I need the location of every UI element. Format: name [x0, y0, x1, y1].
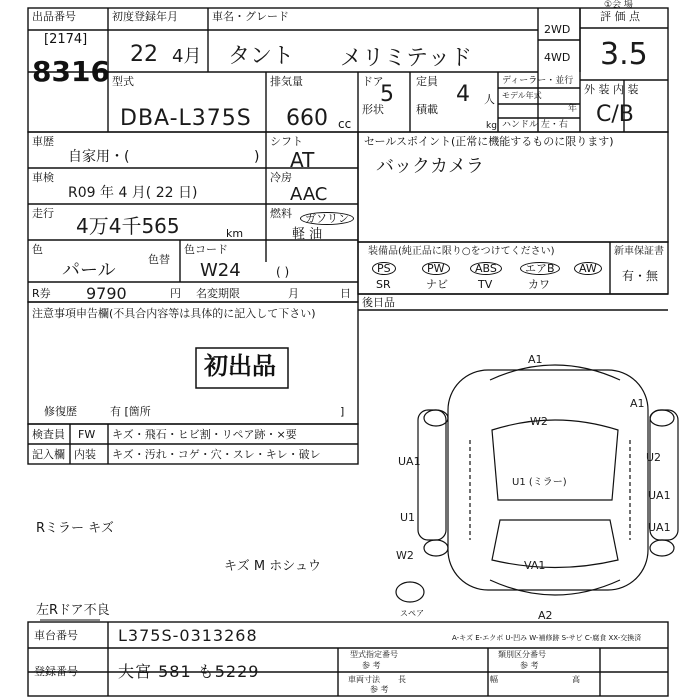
- seats-unit: 人: [484, 93, 495, 106]
- mileage: 4万4千565: [76, 214, 180, 238]
- ac: AAC: [290, 184, 328, 205]
- ref-label-2: 参 考: [520, 661, 539, 670]
- displacement-label: 排気量: [270, 75, 303, 88]
- mark-ua1-right-2: UA1: [648, 521, 671, 534]
- shift-label: シフト: [270, 135, 303, 148]
- inspector-row-2: キズ・汚れ・コゲ・穴・スレ・キレ・破レ: [112, 448, 321, 461]
- dealer-label: ディーラー・並行: [502, 76, 574, 86]
- load-label: 積載: [416, 103, 438, 116]
- history-label: 車歴: [32, 135, 54, 148]
- car-name-label: 車名・グレード: [212, 10, 289, 23]
- chassis-number: L375S-0313268: [118, 626, 258, 645]
- exterior-interior: C/B: [596, 102, 634, 127]
- mark-a1-top: A1: [528, 353, 543, 366]
- recycle: 9790: [86, 284, 127, 303]
- mileage-label: 走行: [32, 207, 54, 220]
- mark-ua1-right-1: UA1: [648, 489, 671, 502]
- length-label: 長: [398, 675, 406, 684]
- seats: 4: [456, 82, 470, 107]
- exterior-interior-label: 外 装 内 装: [584, 83, 639, 96]
- first-listing-stamp: 初出品: [204, 352, 276, 380]
- score: 3.5: [600, 37, 648, 72]
- repair-value: 有 [箇所: [110, 405, 151, 418]
- category-label: 類別区分番号: [498, 650, 546, 659]
- damage-legend: A-キズ E-エクボ U-凹み W-補修跡 S-サビ C-腐食 XX-交換済: [452, 634, 642, 642]
- sales-point-title: セールスポイント(正常に機能するものに限ります): [364, 135, 614, 148]
- mark-u1-center: U1 (ミラー): [512, 477, 567, 488]
- handle-label: ハンドル 左・右: [502, 120, 568, 130]
- cc-unit: cc: [338, 117, 352, 131]
- mark-w2-top: W2: [530, 415, 548, 428]
- name-change-label: 名変期限: [196, 287, 240, 300]
- note-scratch: キズ M ホシュウ: [224, 559, 321, 574]
- lot-label: 出品番号: [32, 10, 76, 23]
- first-reg-month: 4月: [172, 46, 202, 67]
- interior-label: 内装: [74, 448, 96, 461]
- history-close: ): [254, 149, 260, 165]
- fuel-diesel: 軽 油: [292, 227, 323, 242]
- model-year-label: モデル年式: [502, 91, 542, 100]
- shape-label: 形状: [362, 103, 384, 116]
- equip-aw: AW: [574, 262, 602, 275]
- warranty-value: 有・無: [622, 269, 659, 283]
- vehicle-size-label: 車両寸法: [348, 675, 380, 684]
- equip-airbag: エアB: [520, 262, 560, 275]
- color-code: W24: [200, 260, 241, 281]
- doors: 5: [380, 82, 394, 107]
- color: パール: [62, 260, 116, 281]
- history: 自家用・(: [68, 149, 130, 165]
- color-paren: ( ): [276, 265, 290, 279]
- lot-code: [2174]: [44, 32, 88, 47]
- rear-seat-label: 後日品: [362, 296, 395, 309]
- ac-label: 冷房: [270, 171, 292, 184]
- score-label: 評 価 点: [600, 10, 640, 23]
- equip-tv: TV: [478, 278, 493, 291]
- equip-sr: SR: [376, 278, 391, 291]
- inspector-label-2: 記入欄: [32, 448, 65, 461]
- fuel-gasoline: ガソリン: [300, 212, 354, 225]
- km-unit: km: [226, 227, 244, 240]
- yen-unit: 円: [170, 287, 181, 300]
- chassis-label: 車台番号: [34, 629, 78, 642]
- car-name: タント: [228, 44, 295, 69]
- mark-a2: A2: [538, 609, 553, 622]
- recycle-label: R券: [32, 287, 51, 300]
- note-mirror: Rミラー キズ: [36, 521, 114, 536]
- corner-mark: ①会 場: [604, 0, 633, 10]
- sales-point: バックカメラ: [376, 156, 484, 177]
- repair-close: ]: [340, 405, 345, 418]
- day-unit: 日: [340, 287, 351, 300]
- inspector-label-1: 検査員: [32, 428, 65, 441]
- color-change-label: 色替: [148, 253, 170, 266]
- inspector-row-1: キズ・飛石・ヒビ割・リペア跡・×要: [112, 428, 297, 441]
- mark-va1: VA1: [524, 559, 546, 572]
- model: DBA-L375S: [120, 106, 252, 131]
- warranty-label: 新車保証書: [614, 246, 664, 257]
- shift: AT: [290, 148, 315, 172]
- equipment-title: 装備品(純正品に限り○をつけてください): [368, 246, 555, 257]
- height-label: 高: [572, 675, 580, 684]
- mark-w2-left: W2: [396, 549, 414, 562]
- first-reg-year: 22: [130, 42, 158, 67]
- fuel-label: 燃料: [270, 207, 292, 220]
- mark-ua1-left: UA1: [398, 455, 421, 468]
- registration-number: 大宮 581 も5229: [118, 662, 260, 681]
- drive-4wd: 4WD: [544, 51, 571, 64]
- ref-label-3: 参 考: [370, 685, 389, 694]
- mark-a1-right: A1: [630, 397, 645, 410]
- model-designation-label: 型式指定番号: [350, 650, 398, 659]
- grade: メリミテッド: [340, 46, 473, 71]
- equip-leather: カワ: [528, 278, 550, 291]
- kg-unit: kg: [486, 121, 497, 131]
- width-label: 幅: [490, 675, 498, 684]
- caution-title: 注意事項申告欄(不具合内容等は具体的に記入して下さい): [32, 307, 316, 320]
- displacement: 660: [286, 106, 328, 131]
- note-door: 左Rドア不良: [36, 603, 110, 618]
- first-reg-label: 初度登録年月: [112, 10, 178, 23]
- mark-u2: U2: [646, 451, 662, 464]
- spare-label: スペア: [400, 609, 424, 618]
- equip-pw: PW: [422, 262, 450, 275]
- color-code-label: 色コード: [184, 243, 228, 256]
- equip-navi: ナビ: [426, 278, 448, 291]
- equip-abs: ABS: [470, 262, 502, 275]
- seats-label: 定員: [416, 75, 438, 88]
- model-label: 型式: [112, 75, 134, 88]
- color-label: 色: [32, 243, 43, 256]
- year-suffix: 年: [568, 104, 578, 114]
- inspection: R09 年 4 月( 22 日): [68, 185, 198, 201]
- month-unit: 月: [288, 287, 299, 300]
- lot-number: 8316: [32, 55, 110, 88]
- equip-ps: PS: [372, 262, 396, 275]
- inspection-label: 車検: [32, 171, 54, 184]
- registration-label: 登録番号: [34, 665, 78, 678]
- drive-2wd: 2WD: [544, 23, 571, 36]
- mark-u1-left: U1: [400, 511, 416, 524]
- repair-label: 修復歴: [44, 405, 77, 418]
- doors-label: ドア: [362, 75, 384, 88]
- fw-label: FW: [78, 428, 96, 441]
- ref-label-1: 参 考: [362, 661, 381, 670]
